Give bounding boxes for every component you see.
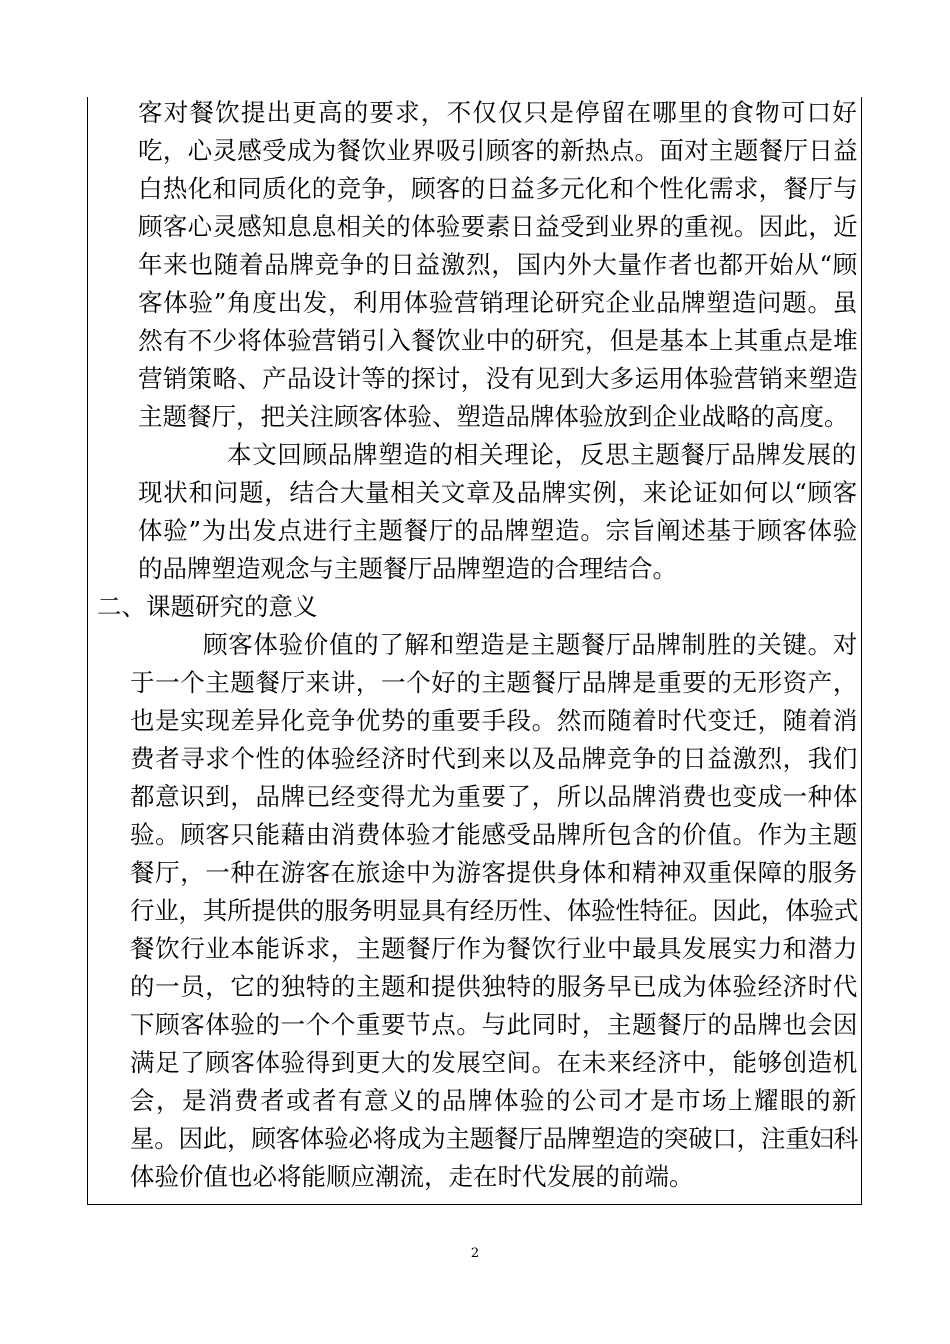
paragraph-line: 吃，心灵感受成为餐饮业界吸引顾客的新热点。面对主题餐厅日益: [138, 136, 858, 165]
paragraph-line: 行业，其所提供的服务明显具有经历性、体验性特征。因此，体验式: [130, 896, 858, 925]
paragraph-line: 验。顾客只能藉由消费体验才能感受品牌所包含的价值。作为主题: [130, 820, 858, 849]
paragraph-line: 也是实现差异化竞争优势的重要手段。然而随着时代变迁，随着消: [130, 706, 858, 735]
paragraph-line: 本文回顾品牌塑造的相关理论，反思主题餐厅品牌发展的: [227, 440, 857, 469]
page-number: 2: [470, 1246, 480, 1261]
paragraph-line: 餐厅，一种在游客在旅途中为游客提供身体和精神双重保障的服务: [130, 858, 858, 887]
paragraph-line: 于一个主题餐厅来讲，一个好的主题餐厅品牌是重要的无形资产，: [130, 668, 858, 697]
paragraph-line: 客体验”角度出发，利用体验营销理论研究企业品牌塑造问题。虽: [138, 288, 858, 317]
paragraph-line: 然有不少将体验营销引入餐饮业中的研究，但是基本上其重点是堆: [138, 326, 858, 355]
paragraph-line: 都意识到，品牌已经变得尤为重要了，所以品牌消费也变成一种体: [130, 782, 858, 811]
paragraph-line: 主题餐厅，把关注顾客体验、塑造品牌体验放到企业战略的高度。: [138, 402, 849, 431]
paragraph-line: 白热化和同质化的竞争，顾客的日益多元化和个性化需求，餐厅与: [138, 174, 858, 203]
paragraph-line: 下顾客体验的一个个重要节点。与此同时，主题餐厅的品牌也会因: [130, 1010, 858, 1039]
paragraph-line: 客对餐饮提出更高的要求，不仅仅只是停留在哪里的食物可口好: [138, 98, 858, 127]
paragraph-line: 的一员，它的独特的主题和提供独特的服务早已成为体验经济时代: [130, 972, 858, 1001]
paragraph-line: 餐饮行业本能诉求，主题餐厅作为餐饮行业中最具发展实力和潜力: [130, 934, 858, 963]
paragraph-line: 满足了顾客体验得到更大的发展空间。在未来经济中，能够创造机: [130, 1048, 858, 1077]
paragraph-line: 现状和问题，结合大量相关文章及品牌实例，来论证如何以“顾客: [138, 478, 858, 507]
paragraph-line: 星。因此，顾客体验必将成为主题餐厅品牌塑造的突破口，注重妇科: [130, 1124, 858, 1153]
paragraph-line: 体验”为出发点进行主题餐厅的品牌塑造。宗旨阐述基于顾客体验: [138, 516, 858, 545]
paragraph-line: 费者寻求个性的体验经济时代到来以及品牌竞争的日益激烈，我们: [130, 744, 858, 773]
paragraph-line: 的品牌塑造观念与主题餐厅品牌塑造的合理结合。: [138, 554, 677, 583]
paragraph-line: 顾客心灵感知息息相关的体验要素日益受到业界的重视。因此，近: [138, 212, 858, 241]
paragraph-line: 体验价值也必将能顺应潮流，走在时代发展的前端。: [130, 1162, 694, 1191]
paragraph-line: 年来也随着品牌竞争的日益激烈，国内外大量作者也都开始从“顾: [138, 250, 858, 279]
paragraph-line: 顾客体验价值的了解和塑造是主题餐厅品牌制胜的关键。对: [203, 630, 858, 659]
section-heading: 二、课题研究的意义: [97, 592, 318, 621]
paragraph-line: 会，是消费者或者有意义的品牌体验的公司才是市场上耀眼的新: [130, 1086, 858, 1115]
paragraph-line: 营销策略、产品设计等的探讨，没有见到大多运用体验营销来塑造: [138, 364, 858, 393]
